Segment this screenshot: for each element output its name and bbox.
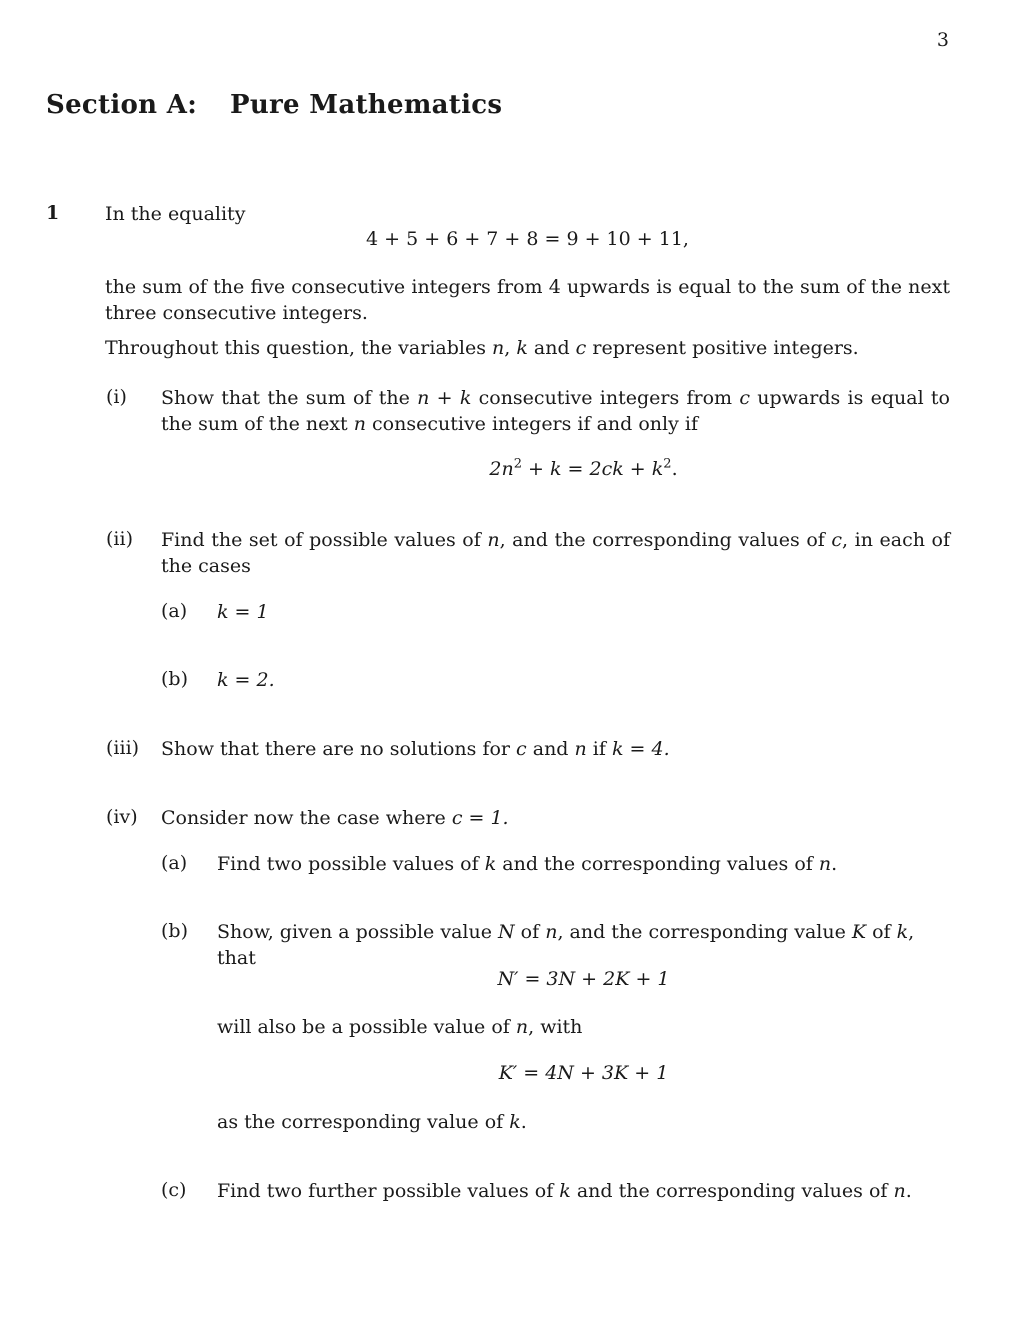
part-iv-b-text-3: as the corresponding value of k.	[217, 1111, 527, 1133]
part-iv-c-text: Find two further possible values of k and the corresponding values of n.	[217, 1180, 912, 1202]
question-number: 1	[46, 202, 60, 224]
section-heading	[46, 90, 502, 120]
part-ii-b-expr: k = 2.	[217, 669, 275, 691]
part-iv-c-label: (c)	[161, 1179, 187, 1201]
part-i-label: (i)	[106, 386, 127, 408]
question-explanation: the sum of the five consecutive integers from 4 upwards is equal to the sum of the next three consecutive integers.	[105, 276, 950, 324]
part-iv-a-label: (a)	[161, 852, 188, 874]
section-title: Pure Mathematics	[230, 90, 503, 120]
question-assumption: Throughout this question, the variables n, k and c represent positive integers.	[105, 337, 859, 359]
part-ii-a-label: (a)	[161, 600, 188, 622]
part-iv-text: Consider now the case where c = 1.	[161, 807, 509, 829]
part-iv-b-equation-1: N′ = 3N + 2K + 1	[497, 968, 670, 990]
part-ii-label: (ii)	[106, 528, 133, 550]
part-ii-text: Find the set of possible values of n, and the corresponding values of c, in each of the cases	[161, 529, 950, 577]
part-iv-b-label: (b)	[161, 920, 188, 942]
part-ii-a-expr: k = 1	[217, 601, 269, 623]
part-i-text: Show that the sum of the n + k consecutive integers from c upwards is equal to the sum of the next n consecutive integers if and only if	[161, 387, 950, 435]
section-label: Section A:	[46, 90, 198, 120]
page-number: 3	[936, 29, 949, 51]
part-iv-label: (iv)	[106, 806, 138, 828]
part-iv-a-text: Find two possible values of k and the corresponding values of n.	[217, 853, 838, 875]
example-equation: 4 + 5 + 6 + 7 + 8 = 9 + 10 + 11,	[366, 228, 689, 250]
part-iv-b-equation-2: K′ = 4N + 3K + 1	[498, 1062, 669, 1084]
part-ii-b-label: (b)	[161, 668, 188, 690]
part-i-equation: $2n^2 + k = 2ck + k^2$.	[489, 456, 678, 480]
part-iii-label: (iii)	[106, 737, 140, 759]
part-iv-b-text-2: will also be a possible value of n, with	[217, 1016, 583, 1038]
part-iii-text: Show that there are no solutions for c and n if k = 4.	[161, 738, 670, 760]
part-iv-b-text: Show, given a possible value N of n, and the corresponding value K of k, that	[217, 921, 915, 969]
question-intro: In the equality	[105, 203, 246, 225]
